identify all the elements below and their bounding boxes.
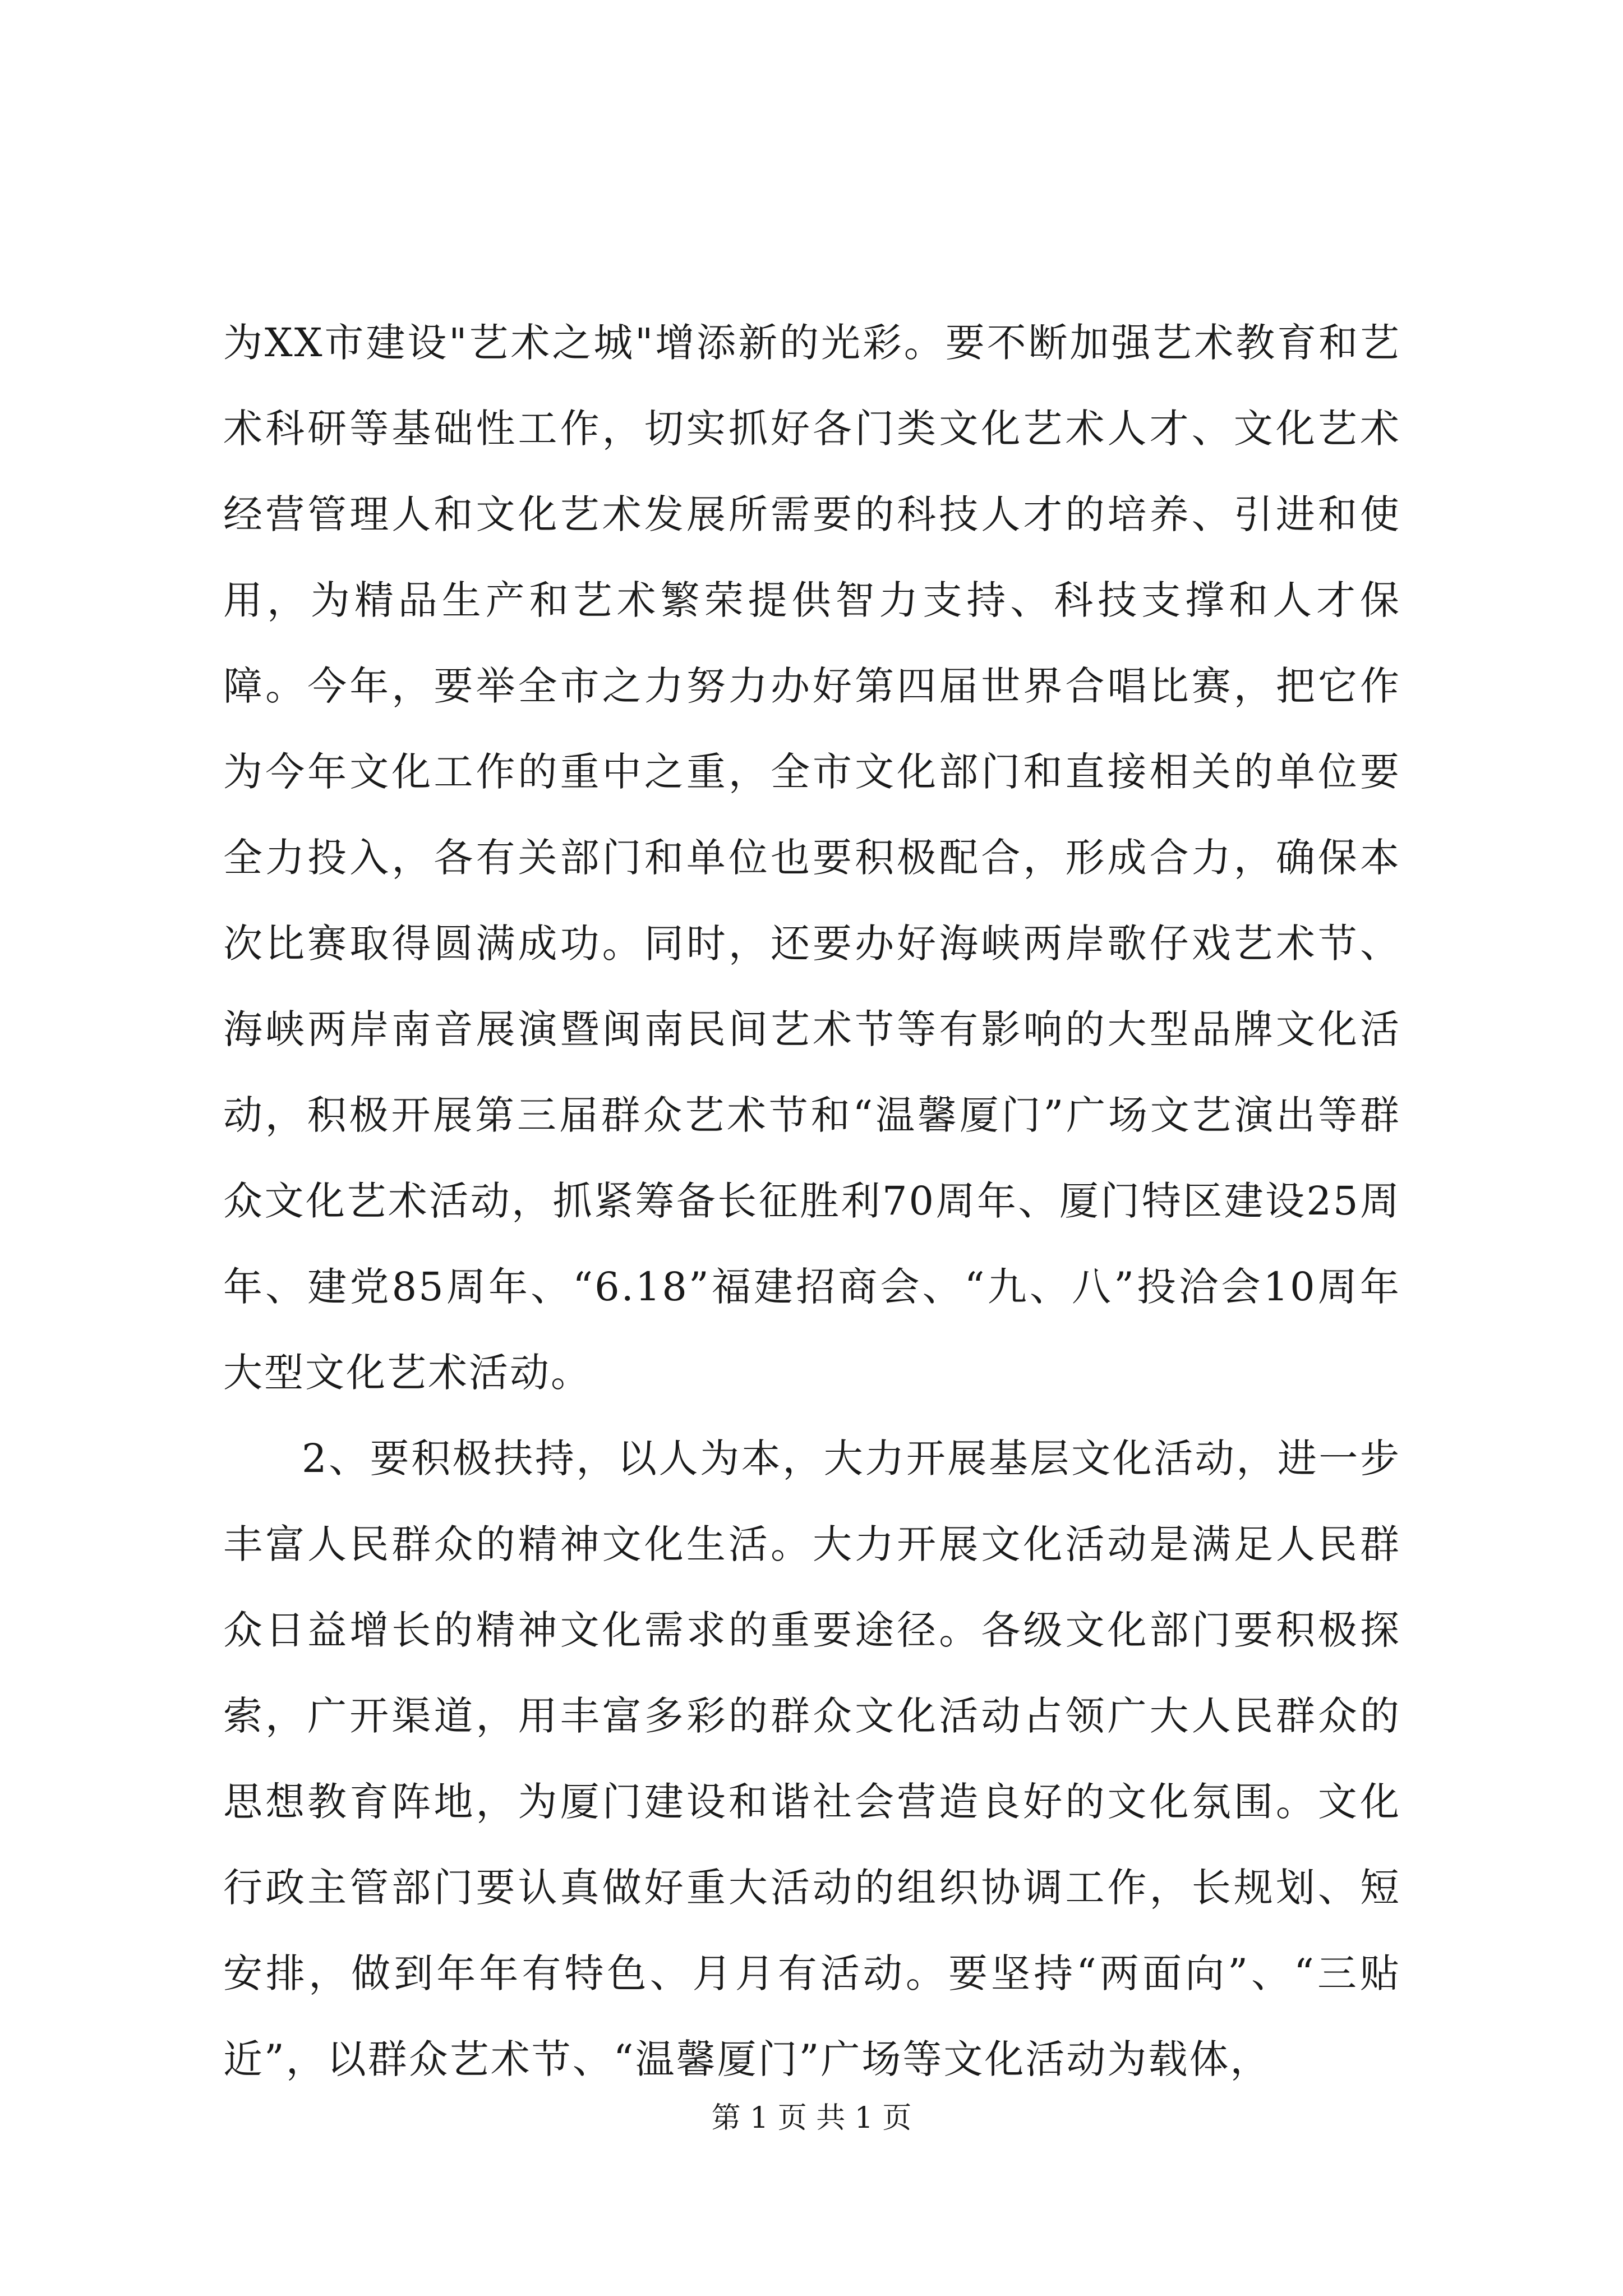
paragraph-item-2: 2、要积极扶持，以人为本，大力开展基层文化活动，进一步丰富人民群众的精神文化生活。大力开展文化活动是满足人民群众日益增长的精神文化需求的重要途径。各级文化部门要积极探索，广开渠道，用丰富多彩的群众文化活动占领广大人民群众的思想教育阵地，为厦门建设和谐社会营造良好的文化氛围。文化行政主管部门要认真做好重大活动的组织协调工作，长规划、短安排，做到年年有特色、月月有活动。要坚持“两面向”、“三贴近”，以群众艺术节、“温馨厦门”广场等文化活动为载体， — [223, 1435, 1401, 2082]
document-body — [223, 300, 1401, 2102]
page-footer: 第 1 页 共 1 页 — [711, 2101, 912, 2135]
paragraph-continued: 为XX市建设"艺术之城"增添新的光彩。要不断加强艺术教育和艺术科研等基础性工作，切实抓好各门类文化艺术人才、文化艺术经营管理人和文化艺术发展所需要的科技人才的培养、引进和使用，为精品生产和艺术繁荣提供智力支持、科技支撑和人才保障。今年，要举全市之力努力办好第四届世界合唱比赛，把它作为今年文化工作的重中之重，全市文化部门和直接相关的单位要全力投入，各有关部门和单位也要积极配合，形成合力，确保本次比赛取得圆满成功。同时，还要办好海峡两岸歌仔戏艺术节、海峡两岸南音展演暨闽南民间艺术节等有影响的大型品牌文化活动，积极开展第三届群众艺术节和“温馨厦门”广场文艺演出等群众文化艺术活动，抓紧筹备长征胜利70周年、厦门特区建设25周年、建党85周年、“6.18”福建招商会、“九、八”投洽会10周年大型文化艺术活动。 — [223, 320, 1401, 1396]
